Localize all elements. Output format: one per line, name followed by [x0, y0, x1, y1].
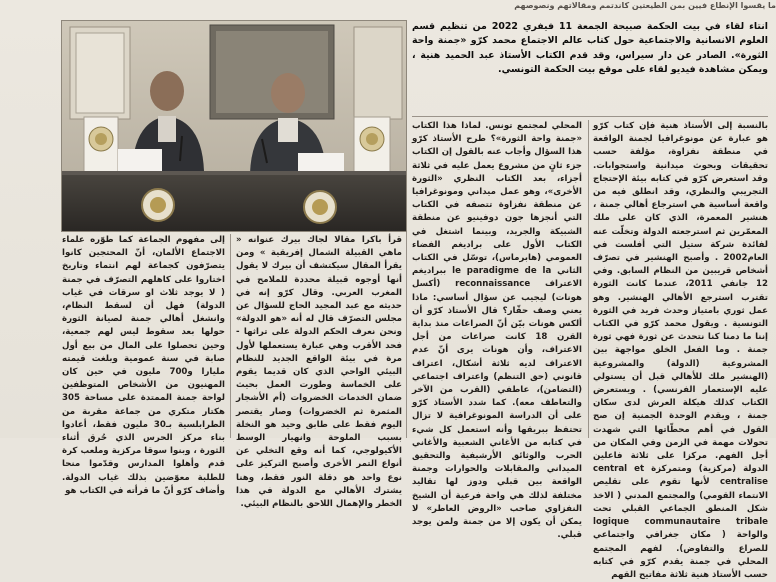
column-divider: [406, 232, 407, 438]
event-photo: [61, 20, 407, 232]
column-divider: [588, 120, 589, 438]
article-column-left-b: إلى مفهوم الجماعة كما طوّره علماء الاجتماع الألمان، أنّ المحتجين كانوا يتصرّفون كجماعة لهم انتماء وتاريخ اختاروا على كاهلهم التصرّف في جمنة ( لا يوجد ثلاث او سرقات في غياب الدولة) فهل أن لسقط النظام، وانشغل أهالي جمنة لصيانة الثورة حولها بعد سقوط ليس لهم جمعية، وحين تحصلوا على المال من بيع أول صابة في سنة عمومية وبلغت قيمته مليارا و700 مليون في حين كان المهنيون من الأشخاص المتوظفين لواحة جمنة الممتدة على مساحة 305 هكتار متكري من جماعة مقربة من الطرابلسية بـ30 مليون فقط، أعادوا بناء مركز الحرس الذي حُرق أثناء الثورة ، وبنوا سوقا مركزية وملعب كرة قدم وأهلوا المدارس وقدّموا منحا للطلبة معوّضين بذلك غياب الدولة. وأضاف كرّو أنّ ما قرأته في الكتاب هو: [62, 235, 225, 496]
article-column-left-a: قرأ باكرا مقالا لجاك بيرك عنوانه « ماهي القبيلة الشمال إفريقية » ومن يقرأ المقال سيكتشف أن بيرك لا يقول أنها أوجوه قبيلة محددة للملامح في المغرب العربي. وقال كرّو إنه في حديثه مع عبد المجيد الحاج للسؤال عن مجلس التصرّف قال له أنه «هو الدولة» ونحن نعرف الحكم الدولة على تراثها - فحد الأقرب وهي عبارة يستعملها لأول مرة في بيئة الواقع الجديد للنظام البيئي الواحي الذي كان قديما يقوم على الخماسة وطورت العمل بحيث ضمان الخدمات الخضروات (أم الأشجار المثمرة ثم الخضروات) وصار يقتصر اليوم فقط على طابق وحيد هو النخلة بسبب الملوحة وانهيار الوسط الأكيولوجي، كما أنه وقع التخلي عن أنواع التمر الأخرى وأصبح التركيز على نوع واحد هو دقلة النور فقط، وهنا يشترك الأهالي مع الدولة في هذا الخطر والإهمال اللاحق بالنظام البيئي.: [236, 235, 402, 510]
article-column-right: بالنسبة إلى الأستاذ هنية فإن كتاب كرّو هو عبارة عن مونوغرافيا لجمنة الواقعة في منطقة نفزاوة، مؤلفة حسب تحقيقات وبحوث ميدانية واستجوابات. وقد استعرض كرّو في كتابه بيئة الإحتجاج التجريبي والنظري، وقد انطلق فيه من واقعة أساسية هي استرجاع أهالي جمنة ، هنشير المعمرة، الذي كان على ملك المعمّرين ثم استرجعته الدولة وتخلّت عنه لفائدة شركة ستيل التي أفلست في العام2002 . وأصبح الهنشير في تصرّف أشخاص قريبين من النظام السابق. وفي 12 جانفي 2011، عندما كانت الثورة تقترب استرجع الأهالي الهنشير. وهو عمل ثوري بامتياز وحدث فريد في الثورة التونسية . ويقول محمد كرّو في الكتاب إننا ما دمنا كنا نتحدث عن ثورة فهي ثورة جمنة . وما الفعل الخلق مواجهة بين المشروعية (الدولة) والمشروعية (الهنشير ملك للأهالي قبل أن يستولي عليه الإستعمار الفرنسي) . ويستعرض الكتاب كذلك هيكلة العرش لدى سكان جمنة ، ويقدم الوحدة الجمنية إن صح القول في أهم محطّاتها التي شهدت تحولات مهمة في الزمن وفي المكان من أجل الفهم. مركزا على ثلاثة فاعلين الدولة (مركزية) ومتمركزة central et centralise لأنها تقوم على تقليص الانتماء القومي) والمجتمع المدني ( الاخذ شكل المنطق الجماعي القبلي تحت logique communautaire tribale والواحة ( مكان جغرافي واجتماعي للصراع والتفاوض). لفهم المجتمع المحلي في جمنة يقدم كرّو في كتابه حسب الأستاذ هنية ثلاثة مفاتيح القهم: [593, 121, 768, 580]
article-column-middle: المحلي لمجتمع تونس. لماذا هذا الكتاب «جمنة واحة الثورة»؟ طرح الأستاذ كرّو هذا السؤال وأجاب عنه بالقول إن الكتاب جزء ثانٍ من مشروع يعمل عليه في ثلاثة أجزاء، بعد الكتاب النظري «الثورة الأخرى»، وهو عمل ميداني ومونوغرافيا عن منطقة نفزاوة تتصفه في الكتاب التي أنجزها جون دوفينيو عن منطقة الشبيكة والجريد، وبينما اشتغل في الكتاب الأول على براديغم الفضاء العمومي (هابرماس)، توسّل في الكتاب الثاني le paradigme de la ببراديغم الاعتراف reconnaissance (أكسل هونات) ليجيب عن سؤال أساسي: ماذا يعني وصف حقّار؟ قال الأستاذ كرّو أن ألكس هونات بيّن أنّ الصراعات منذ بداية القرن 18 كانت صراعات من أجل الاعتراف، وأن هونات يرى أنّ عدم الاعتراف لديه ثلاثة أشكال، اعتراف قانوني (حق التنظم) واعتراف اجتماعي (التضامن)، عاطفي (القرب من الآخر والتعاطف معه). كما شدد الأستاذ كرّو على أن الدراسة المونوغرافية لا تزال تحتفظ ببريقها وأنه استعمل كل شيء في كتابه من الأغاني الشعبية والأغاني الحرب والوثائق الأرشيفية والتحقيق الميداني والمقابلات والحوارات وجمنة الواقعة بين قبلي ودوز لها تقاليد مختلفة لذلك هي واحة فرعية أن الشيخ النفزاوي صاحب «الروض العاطر» لا يمكن أن يكون إلا من جمنة ولمن يوجد قبلي.: [412, 121, 583, 541]
article-intro: انتاء لقاء في بيت الحكمة صبيحة الجمعة 11 فيفري 2022 من تنظيم قسم العلوم الانسانية والاجتماعية حول كتاب عالم الاجتماع محمد كرّو «جمنة واحة الثورة». الصادر عن دار سيراس، وقد قدم الكتاب الأستاذ عبد الحميد هنية ، ويمكن مشاهدة فيديو لقاء على موقع بيت الحكمة التونسي.: [412, 21, 768, 76]
column-divider: [230, 234, 231, 438]
photo-illustration: [62, 21, 406, 231]
top-strip-text: ما يقسوا الإنطاع فيين بمن الطيعتين كاندتمم ومقالاتهم ونصوصهم: [514, 1, 776, 10]
